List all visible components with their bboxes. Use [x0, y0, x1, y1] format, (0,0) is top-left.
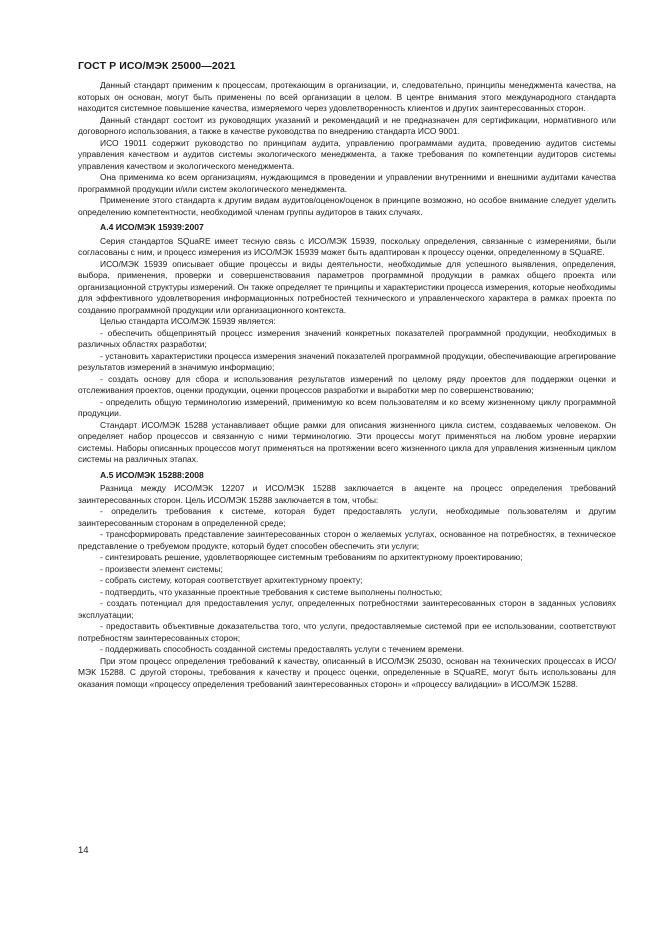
paragraph: - создать основу для сбора и использования результатов измерений по целому ряду проектов для поддержки оценки и отслеживания проектов, оценки продукции, оценки процессов разработки и выработки мер по совершенствованию; [78, 373, 616, 395]
paragraph: - предоставить объективные доказательства того, что услуги, предоставляемые системой при ее использовании, соответствуют потребностям заинтересованных сторон; [78, 621, 616, 643]
paragraph: Серия стандартов SQuaRE имеет тесную связь с ИСО/МЭК 15939, поскольку определения, связанные с измерениями, были согласованы с ним, и процесс измерения из ИСО/МЭК 15939 может быть адаптирован к процессу оценки, определенному в SQuaRE. [78, 235, 616, 257]
paragraph: - трансформировать представление заинтересованных сторон о желаемых услугах, основанное на потребностях, в техническое представление о требуемом продукте, который будет способен обеспечить эти услуги; [78, 529, 616, 551]
paragraph: - синтезировать решение, удовлетворяющее системным требованиям по архитектурному проектированию; [100, 552, 523, 562]
paragraph: - создать потенциал для предоставления услуг, определенных потребностями заинтересованных сторон в заданных условиях эксплуатации; [78, 598, 616, 620]
paragraph: При этом процесс определения требований к качеству, описанный в ИСО/МЭК 25030, основан на технических процессах в ИСО/МЭК 15288. С другой стороны, требования к качеству и процесс оценки, определенные в SQuaRE, могут быть использованы для оказания помощи «процессу определения требований заинтересованных сторон» и «процессу валидации» в ИСО/МЭК 15288. [78, 655, 616, 689]
paragraph: Данный стандарт состоит из руководящих указаний и рекомендаций и не предназначен для сертификации, нормативного или договорного использования, а также в качестве руководства по внедрению стандарта ИСО 9001. [78, 114, 616, 136]
paragraph: Целью стандарта ИСО/МЭК 15939 является: [100, 316, 276, 326]
paragraph: - обеспечить общепринятый процесс измерения значений конкретных показателей программной продукции, необходимых в различных областях разработки; [78, 327, 616, 349]
section-heading: А.4 ИСО/МЭК 15939:2007 [100, 222, 204, 232]
paragraph: - установить характеристики процесса измерения значений показателей программной продукции, обеспечивающие агрегирование результатов измерений в значимую информацию; [78, 350, 616, 372]
paragraph: ИСО/МЭК 15939 описывает общие процессы и виды деятельности, необходимые для успешного выявления, определения, выбора, применения, проверки и совершенствования параметров программной продукции в рамках общего проекта или организационной структуры измерений. Он также определяет те принципы и характеристики процесса измерения, которые необходимы для эффективного удовлетворения информационных потребностей технического и управленческого характера в рамках проекта по созданию программной продукции или организационного контекста. [78, 258, 616, 315]
paragraph: - собрать систему, которая соответствует архитектурному проекту; [100, 575, 363, 585]
paragraph: ИСО 19011 содержит руководство по принципам аудита, управлению программами аудита, проведению аудитов системы управления качеством и аудитов системы экологического менеджмента, а также требования по компетенции аудиторов системы управления качеством и экологического менеджмента. [78, 137, 616, 171]
page-number: 14 [78, 845, 89, 856]
paragraph: - поддерживать способность созданной системы предоставлять услуги с течением времени. [100, 644, 465, 654]
paragraph: - подтвердить, что указанные проектные требования к системе выполнены полностью; [100, 586, 443, 597]
document-body [78, 80, 616, 690]
paragraph: - произвести элемент системы; [100, 563, 223, 574]
paragraph: Данный стандарт применим к процессам, протекающим в организации, и, следовательно, принципы менеджмента качества, на которых он основан, могут быть применены по всей организации в целом. В центре внимания этого международного стандарта находится системное повышение качества, измеряемого через удовлетворенность клиентов и других заинтересованных сторон. [78, 80, 616, 113]
document-header: ГОСТ Р ИСО/МЭК 25000—2021 [78, 60, 236, 72]
paragraph: - определить требования к системе, которая будет предоставлять услуги, необходимые пользователям и другим заинтересованным сторонам в определенной среде; [78, 506, 616, 528]
paragraph: - определить общую терминологию измерений, применимую ко всем пользователям и ко всему жизненному циклу программной продукции. [78, 396, 616, 418]
paragraph: Она применима ко всем организациям, нуждающимся в проведении и управлении внутренними и внешними аудитами качества программной продукции и/или систем экологического менеджмента. [78, 172, 616, 194]
paragraph: Стандарт ИСО/МЭК 15288 устанавливает общие рамки для описания жизненного цикла систем, создаваемых человеком. Он определяет набор процессов и связанную с ними терминологию. Эти процессы могут применяться на любом уровне иерархии системы. Наборы описанных процессов могут применяться на протяжении всего жизненного цикла для управления жизненным циклом системы на различных этапах. [78, 419, 616, 464]
section-heading: А.5 ИСО/МЭК 15288:2008 [100, 469, 204, 480]
paragraph: Разница между ИСО/МЭК 12207 и ИСО/МЭК 15288 заключается в акценте на процесс определения требований заинтересованных сторон. Цель ИСО/МЭК 15288 заключается в том, чтобы: [78, 483, 616, 505]
paragraph: Применение этого стандарта к другим видам аудитов/оценок/оценок в принципе возможно, но особое внимание следует уделить определению компетентности, необходимой членам группы аудиторов в таких случаях. [78, 195, 616, 217]
